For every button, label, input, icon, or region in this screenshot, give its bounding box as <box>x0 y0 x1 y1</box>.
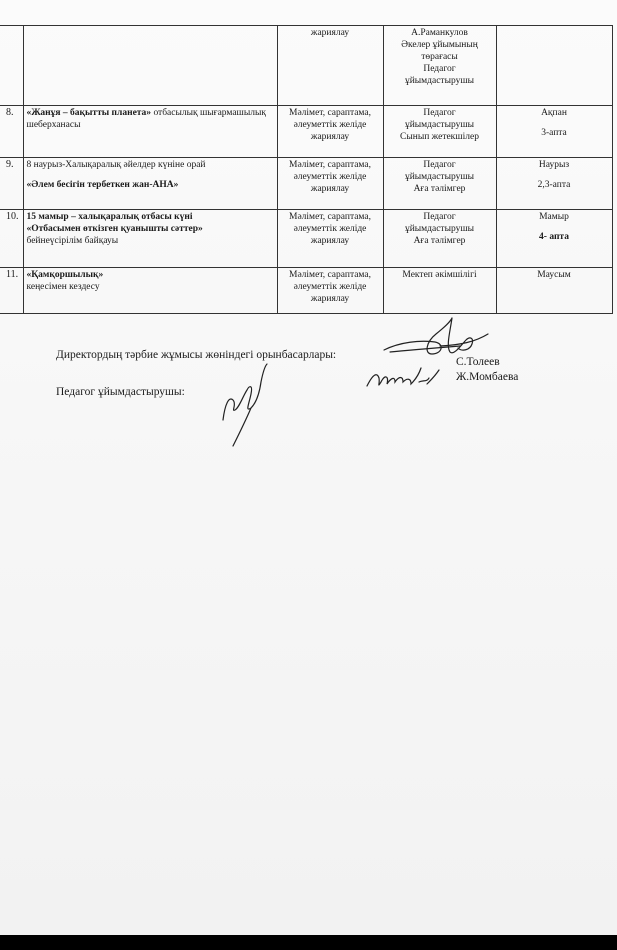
signature-drawing-2 <box>365 364 445 394</box>
responsible-line: Аға тәлімгер <box>413 184 466 194</box>
responsible-line: ұйымдастырушы <box>404 120 475 130</box>
responsible-line: Педагог <box>423 212 456 222</box>
event-title: 15 мамыр – халықаралық отбасы күні <box>26 212 193 222</box>
signature-drawing-3 <box>215 360 275 450</box>
event-cell <box>23 106 277 158</box>
responsible-line: ұйымдастырушы <box>404 224 475 234</box>
time-cell <box>496 210 612 268</box>
time-cell <box>496 106 612 158</box>
method-cell: Мәлімет, сараптама, әлеуметтік желіде жариялау <box>277 210 383 268</box>
responsible-cell <box>383 26 496 106</box>
event-text: кеңесімен кездесу <box>26 282 100 292</box>
month: Ақпан <box>541 108 567 118</box>
event-title: «Қамқоршылық» <box>26 270 104 280</box>
month: Наурыз <box>538 160 570 170</box>
table-row <box>0 106 612 158</box>
event-cell <box>23 268 277 314</box>
responsible-line: Мектеп әкімшілігі <box>402 270 477 280</box>
time-cell <box>496 268 612 314</box>
table-row <box>0 26 612 106</box>
event-cell <box>23 26 277 106</box>
deputy-name-2: Ж.Момбаева <box>456 371 519 383</box>
event-text: бейнеүсірілім байқауы <box>26 236 119 246</box>
responsible-cell <box>383 210 496 268</box>
responsible-cell <box>383 158 496 210</box>
event-cell <box>23 158 277 210</box>
method-cell: Мәлімет, сараптама, әлеуметтік желіде жариялау <box>277 106 383 158</box>
method-cell: Мәлімет, сараптама, әлеуметтік желіде жариялау <box>277 268 383 314</box>
event-text: отбасылық шығармашылық шеберханасы <box>26 108 266 130</box>
events-table <box>0 25 613 314</box>
time-cell <box>496 26 612 106</box>
row-number: 10. <box>0 210 23 268</box>
table-row <box>0 210 612 268</box>
event-title: «Әлем бесігін тербеткен жан-АНА» <box>26 180 179 190</box>
table-row <box>0 158 612 210</box>
responsible-line: ұйымдастырушы <box>404 76 475 86</box>
responsible-cell <box>383 106 496 158</box>
responsible-line: Сынып жетекшілер <box>400 132 479 142</box>
week: 2,3-апта <box>537 180 571 190</box>
responsible-line: Педагог <box>423 64 456 74</box>
method-cell: Мәлімет, сараптама, әлеуметтік желіде жариялау <box>277 158 383 210</box>
responsible-line: ұйымдастырушы <box>404 172 475 182</box>
bottom-edge <box>0 935 617 950</box>
row-number: 9. <box>0 158 23 210</box>
responsible-line: Педагог <box>423 108 456 118</box>
time-cell <box>496 158 612 210</box>
responsible-line: Аға тәлімгер <box>413 236 466 246</box>
responsible-line: А.Раманкулов <box>411 28 468 38</box>
row-number: 11. <box>0 268 23 314</box>
organizer-label: Педагог ұйымдастырушы: <box>56 386 185 398</box>
responsible-line: Педагог <box>423 160 456 170</box>
method-cell: жариялау <box>277 26 383 106</box>
responsible-line: Әкелер ұйымының <box>401 40 478 50</box>
week: 4- апта <box>539 232 569 242</box>
signature-drawing-1 <box>380 312 490 362</box>
deputy-label: Директордың тәрбие жұмысы жөніндегі орынбасарлары: <box>56 349 337 361</box>
month: Мамыр <box>539 212 569 222</box>
table-row <box>0 268 612 314</box>
responsible-line: төрағасы <box>421 52 458 62</box>
row-number: 8. <box>0 106 23 158</box>
week: 3-апта <box>541 128 567 138</box>
deputy-name-1: С.Толеев <box>456 356 500 368</box>
event-cell <box>23 210 277 268</box>
month: Маусым <box>537 270 571 280</box>
event-title: «Жанұя – бақытты планета» <box>26 108 152 118</box>
event-subtitle: «Отбасымен өткізген қуанышты сәттер» <box>26 224 203 234</box>
signature-block <box>0 330 617 450</box>
event-text: 8 наурыз-Халықаралық әйелдер күніне орай <box>26 160 206 170</box>
row-number <box>0 26 23 106</box>
responsible-cell <box>383 268 496 314</box>
